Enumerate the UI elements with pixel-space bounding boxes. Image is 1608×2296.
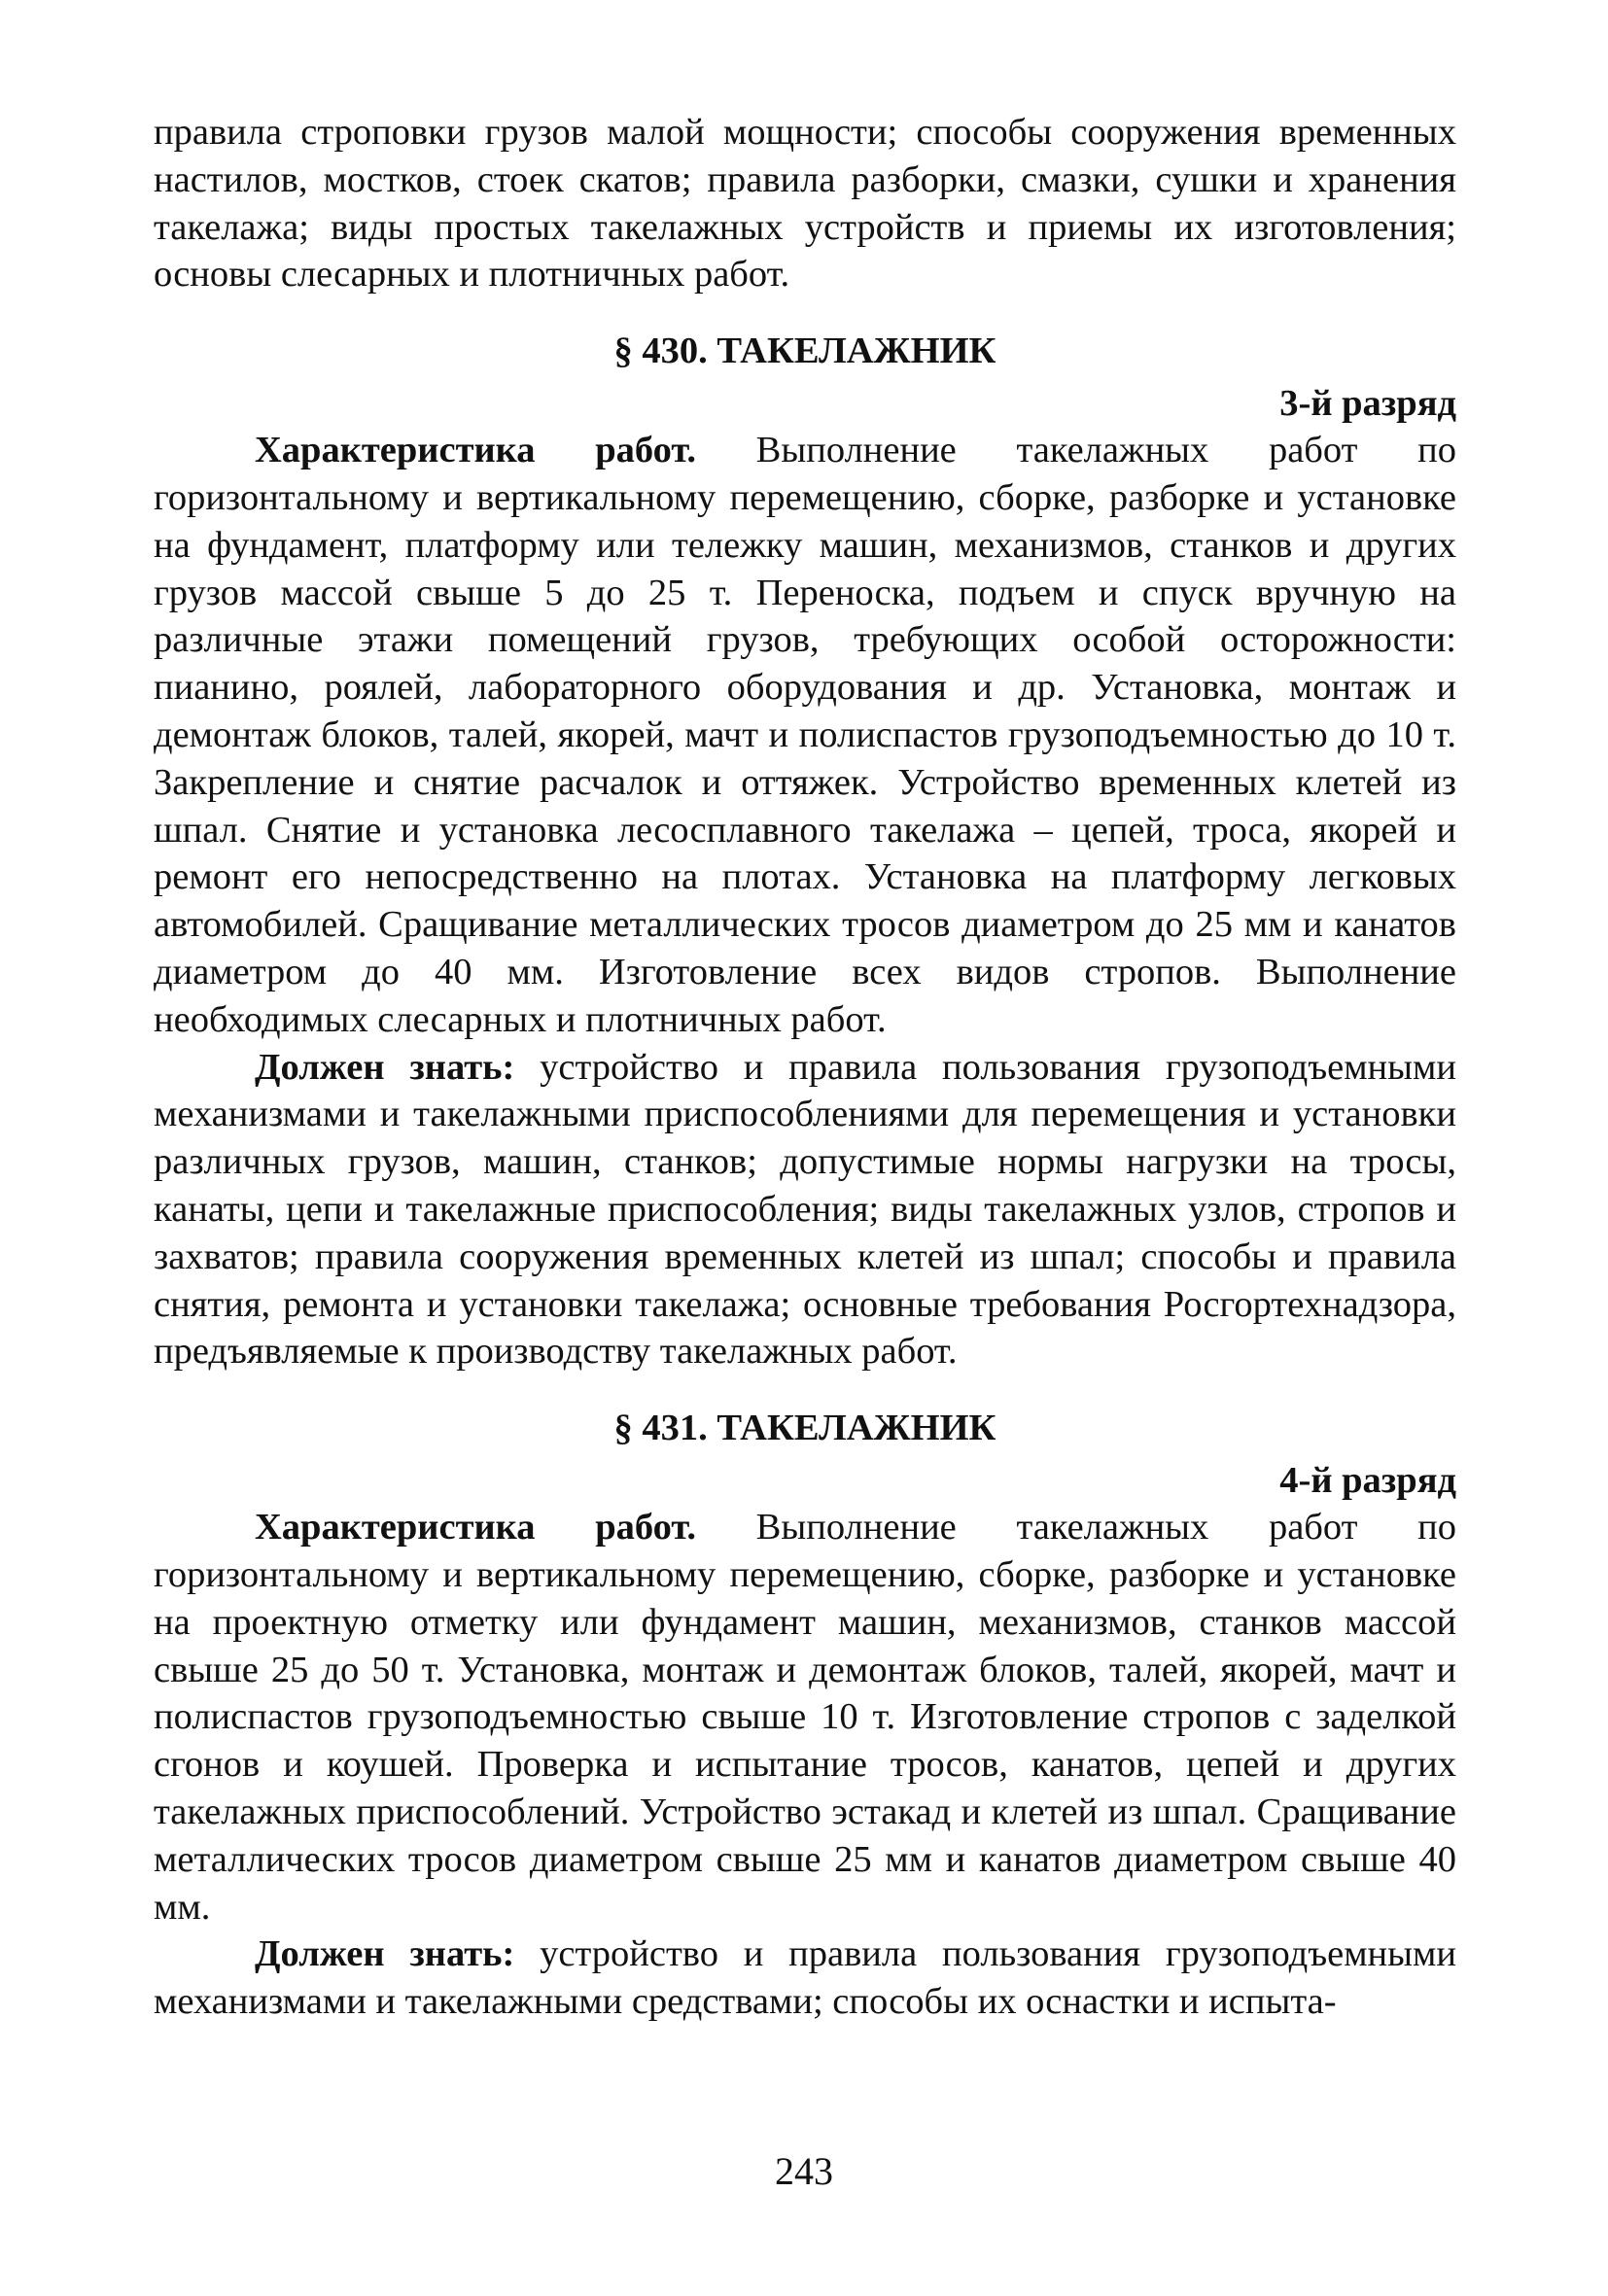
section-430 [154, 324, 1456, 1375]
must-know-label: Должен знать: [255, 1046, 515, 1088]
work-characteristics-label: Характеристика работ. [255, 430, 696, 471]
section-title: § 431. ТАКЕЛАЖНИК [613, 1408, 996, 1449]
must-know-text: устройство и правила пользования грузоподъемными механизмами и такелажными средствами; способы их оснастки и испыта- [154, 1933, 1456, 2023]
must-know-label: Должен знать: [255, 1933, 515, 1975]
section-title: § 430. ТАКЕЛАЖНИК [613, 330, 996, 372]
work-characteristics-text: Выполнение такелажных работ по горизонтальному и вертикальному перемещению, сборке, разборке и установке на проектную отметку или фундамент машин, механизмов, станков массой свыше 25 до 50 т. Установка, монтаж и демонтаж блоков, талей, якорей, мачт и полиспастов грузоподъемностью свыше 10 т. Изготовление стропов с заделкой сгонов и коушей. Проверка и испытание тросов, канатов, цепей и других такелажных приспособлений. Устройство эстакад и клетей из шпал. Сращивание металлических тросов диаметром свыше 25 мм и канатов диаметром свыше 40 мм. [154, 1507, 1456, 1928]
section-431 [154, 1401, 1456, 2026]
must-know-paragraph [154, 1044, 1456, 1376]
work-characteristics-paragraph [154, 427, 1456, 1043]
page-number: 243 [775, 2149, 833, 2193]
work-characteristics-label: Характеристика работ. [255, 1507, 696, 1548]
work-characteristics-paragraph [154, 1504, 1456, 1931]
page-body [154, 109, 1456, 2026]
work-characteristics-text: Выполнение такелажных работ по горизонтальному и вертикальному перемещению, сборке, разборке и установке на фундамент, платформу или тележку машин, механизмов, станков и других грузов массой свыше 5 до 25 т. Переноска, подъем и спуск вручную на различные этажи помещений грузов, требующих особой осторожности: пианино, роялей, лабораторного оборудования и др. Установка, монтаж и демонтаж блоков, талей, якорей, мачт и полиспастов грузоподъемностью до 10 т. Закрепление и снятие расчалок и оттяжек. Устройство временных клетей из шпал. Снятие и установка лесосплавного такелажа – цепей, троса, якорей и ремонт его непосредственно на плотах. Установка на платформу легковых автомобилей. Сращивание металлических тросов диаметром до 25 мм и канатов диаметром до 40 мм. Изготовление всех видов стропов. Выполнение необходимых слесарных и плотничных работ. [154, 430, 1456, 1040]
must-know-text: устройство и правила пользования грузоподъемными механизмами и такелажными приспособлениями для перемещения и установки различных грузов, машин, станков; допустимые нормы нагрузки на тросы, канаты, цепи и такелажные приспособления; виды такелажных узлов, стропов и захватов; правила сооружения временных клетей из шпал; способы и правила снятия, ремонта и установки такелажа; основные требования Росгортехнадзора, предъявляемые к производству такелажных работ. [154, 1046, 1456, 1373]
grade-label: 3-й разряд [1279, 383, 1456, 425]
intro-paragraph: правила строповки грузов малой мощности; способы сооружения временных настилов, мостков, стоек скатов; правила разборки, смазки, сушки и хранения такелажа; виды простых такелажных устройств и приемы их изготовления; основы слесарных и плотничных работ. [154, 112, 1456, 296]
grade-label: 4-й разряд [1279, 1460, 1456, 1502]
must-know-paragraph [154, 1931, 1456, 2026]
